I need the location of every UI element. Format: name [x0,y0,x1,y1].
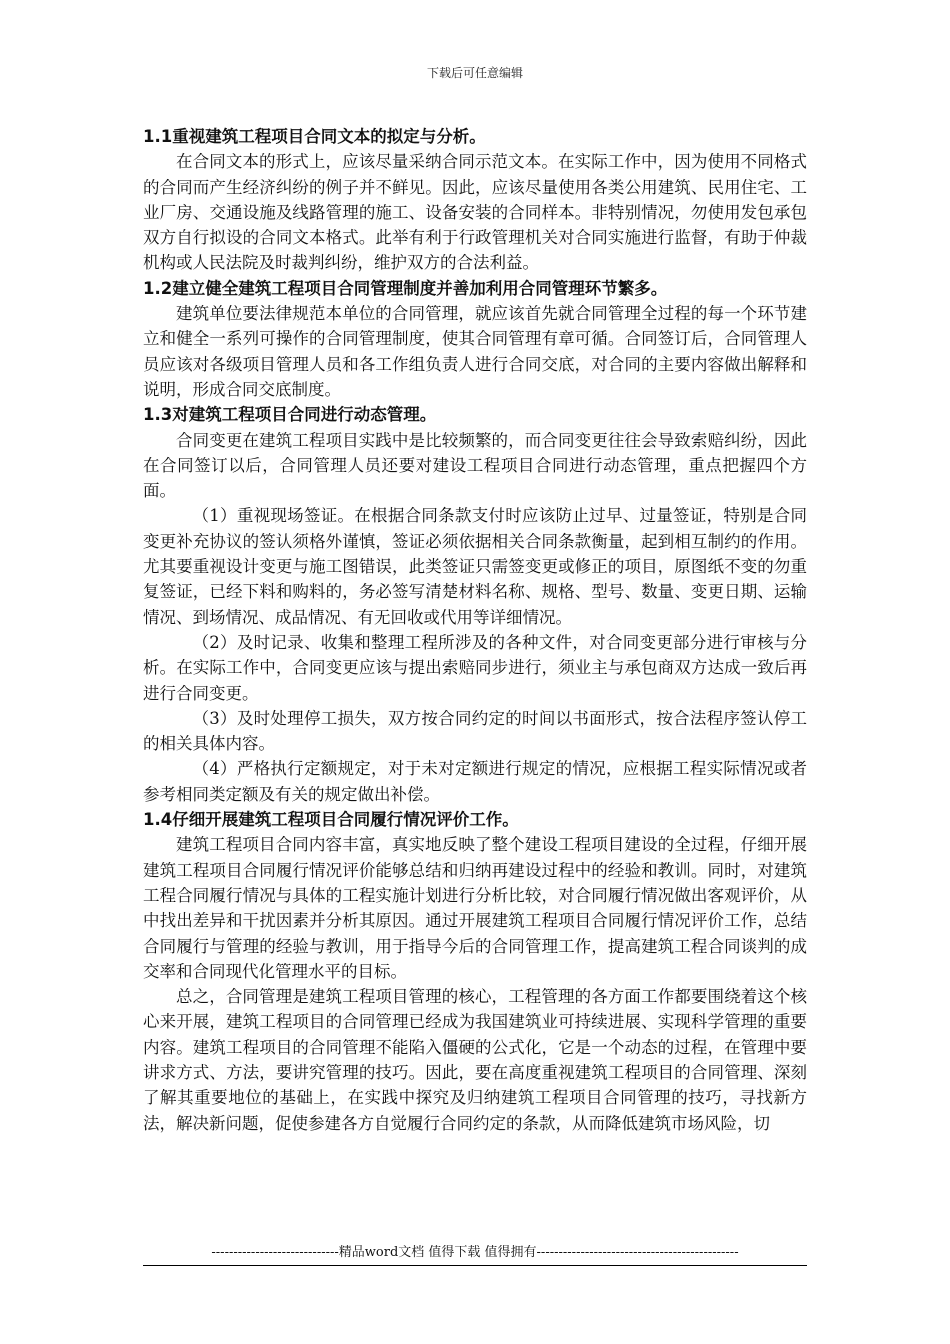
paragraph: 总之，合同管理是建筑工程项目管理的核心，工程管理的各方面工作都要围绕着这个核心来开展，建筑工程项目的合同管理已经成为我国建筑业可持续进展、实现科学管理的重要内容。建筑工程项目的合同管理不能陷入僵硬的公式化，它是一个动态的过程，在管理中要讲求方式、方法，要讲究管理的技巧。因此，要在高度重视建筑工程项目的合同管理、深刻了解其重要地位的基础上，在实践中探究及归纳建筑工程项目合同管理的技巧，寻找新方法，解决新问题，促使参建各方自觉履行合同约定的条款，从而降低建筑市场风险，切 [143,987,807,1133]
document-body [143,124,807,1136]
paragraph: 建筑工程项目合同内容丰富，真实地反映了整个建设工程项目建设的全过程，仔细开展建筑工程项目合同履行情况评价能够总结和归纳再建设过程中的经验和教训。同时，对建筑工程合同履行情况与具体的工程实施计划进行分析比较，对合同履行情况做出客观评价，从中找出差异和干扰因素并分析其原因。通过开展建筑工程项目合同履行情况评价工作，总结合同履行与管理的经验与教训，用于指导今后的合同管理工作，提高建筑工程合同谈判的成交率和合同现代化管理水平的目标。 [143,835,807,981]
paragraph: 建筑单位要法律规范本单位的合同管理，就应该首先就合同管理全过程的每一个环节建立和健全一系列可操作的合同管理制度，使其合同管理有章可循。合同签订后，合同管理人员应该对各级项目管理人员和各工作组负责人进行合同交底，对合同的主要内容做出解释和说明，形成合同交底制度。 [143,304,807,399]
section-heading-1-3: 1.3对建筑工程项目合同进行动态管理。 [143,405,437,425]
paragraph: 合同变更在建筑工程项目实践中是比较频繁的，而合同变更往往会导致索赔纠纷，因此在合同签订以后，合同管理人员还要对建设工程项目合同进行动态管理，重点把握四个方面。 [143,430,807,501]
section-heading-1-1: 1.1重视建筑工程项目合同文本的拟定与分析。 [143,127,486,146]
section-heading-1-2: 1.2建立健全建筑工程项目合同管理制度并善加利用合同管理环节繁多。 [143,278,668,298]
header-note: 下载后可任意编辑 [426,66,523,80]
footer-divider [143,1265,807,1266]
list-item: （1）重视现场签证。在根据合同条款支付时应该防止过早、过量签证，特别是合同变更补充协议的签认须格外谨慎，签证必须依据相关合同条款衡量，起到相互制约的作用。尤其要重视设计变更与施工图错误，此类签证只需签变更或修正的项目，原图纸不变的勿重复签证，已经下料和购料的，务必签写清楚材料名称、规格、型号、数量、变更日期、运输情况、到场情况、成品情况、有无回收或代用等详细情况。 [143,506,807,627]
footer-note: -----------------------------精品word文档 值得下载 值得拥有---------------------------------------------- [211,1245,739,1260]
section-heading-1-4: 1.4仔细开展建筑工程项目合同履行情况评价工作。 [143,810,519,830]
list-item: （3）及时处理停工损失，双方按合同约定的时间以书面形式，按合法程序签认停工的相关具体内容。 [143,708,807,754]
list-item: （2）及时记录、收集和整理工程所涉及的各种文件，对合同变更部分进行审核与分析。在实际工作中，合同变更应该与提出索赔同步进行，须业主与承包商双方达成一致后再进行合同变更。 [143,632,807,703]
paragraph: 在合同文本的形式上，应该尽量采纳合同示范文本。在实际工作中，因为使用不同格式的合同而产生经济纠纷的例子并不鲜见。因此，应该尽量使用各类公用建筑、民用住宅、工业厂房、交通设施及线路管理的施工、设备安装的合同样本。非特别情况，勿使用发包承包双方自行拟设的合同文本格式。此举有利于行政管理机关对合同实施进行监督，有助于仲裁机构或人民法院及时裁判纠纷，维护双方的合法利益。 [143,152,807,273]
list-item: （4）严格执行定额规定，对于未对定额进行规定的情况，应根据工程实际情况或者参考相同类定额及有关的规定做出补偿。 [143,759,807,804]
